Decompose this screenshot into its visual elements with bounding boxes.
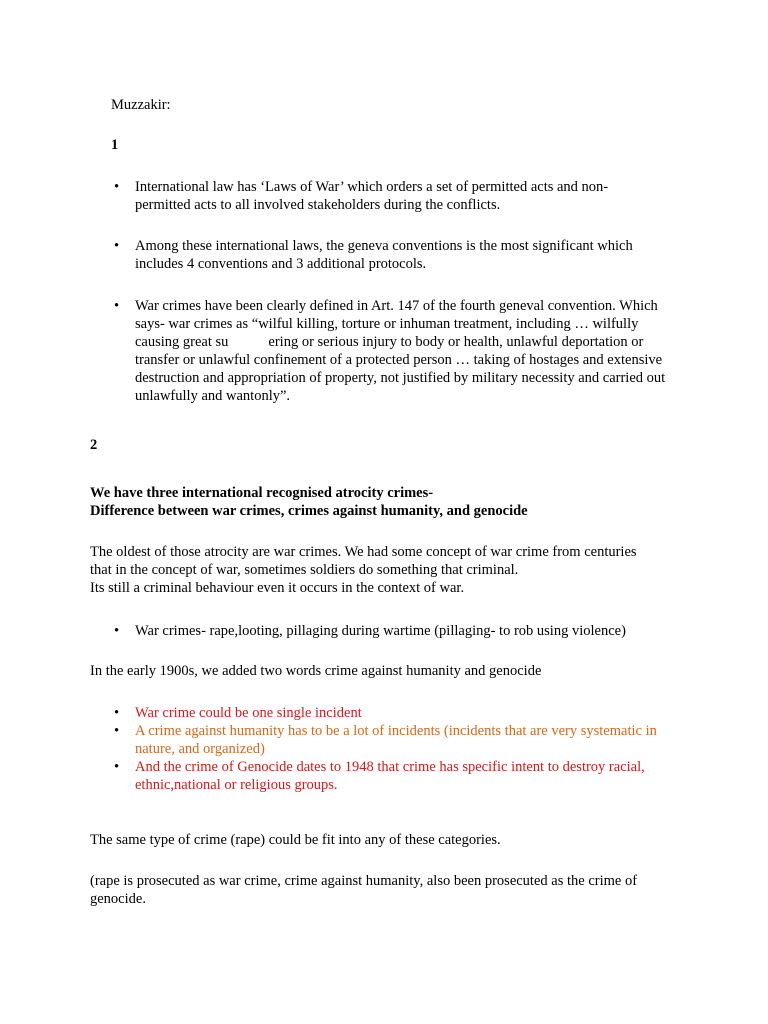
list-item <box>111 704 691 722</box>
bullet-dot: • <box>114 759 120 775</box>
bullet-text-orange: A crime against humanity has to be a lot of incidents (incidents that are very systematic in nature, and organized) <box>135 723 657 757</box>
bullet-text-part1: War crimes have been clearly defined in Art. 147 of the fourth geneval convention. Which says- war crimes as “wilful killing, torture or inhuman treatment, including … wilfully causing great su <box>135 298 658 350</box>
bullet-dot: • <box>114 723 120 739</box>
list-item <box>111 297 681 405</box>
section-number-2: 2 <box>90 437 98 453</box>
author-label: Muzzakir: <box>111 97 171 113</box>
paragraph-line: that in the concept of war, sometimes soldiers do something that criminal. <box>90 562 519 578</box>
paragraph: The same type of crime (rape) could be fit into any of these categories. <box>90 832 501 848</box>
bullet-dot: • <box>114 238 120 254</box>
bullet-dot: • <box>114 623 120 639</box>
list-item <box>111 722 691 758</box>
bullet-dot: • <box>114 705 120 721</box>
paragraph-line: The oldest of those atrocity are war crimes. We had some concept of war crime from centuries <box>90 544 637 560</box>
list-item <box>111 622 711 640</box>
list-item <box>111 178 641 214</box>
bullet-text: Among these international laws, the geneva conventions is the most significant which includes 4 conventions and 3 additional protocols. <box>135 238 633 272</box>
section2-heading-line2: Difference between war crimes, crimes against humanity, and genocide <box>90 503 528 519</box>
section1-bullet-list-2 <box>111 237 641 273</box>
section1-bullet-list-3 <box>111 297 681 405</box>
colored-bullet-list <box>111 704 691 794</box>
paragraph: In the early 1900s, we added two words crime against humanity and genocide <box>90 663 542 679</box>
bullet-text-part2: ering or serious injury to body or health, unlawful deportation or transfer or unlawful confinement of a protected person … taking of hostages and extensive destruction and appropriation of property, not justified by military necessity and carried out unlawfully and wantonly”. <box>135 334 666 404</box>
bullet-text-red: War crime could be one single incident <box>135 705 362 721</box>
bullet-dot: • <box>114 179 120 195</box>
section1-bullet-list <box>111 178 641 214</box>
section-number-1: 1 <box>111 137 119 153</box>
bullet-dot: • <box>114 298 120 314</box>
section2-heading-line1: We have three international recognised atrocity crimes- <box>90 485 434 501</box>
list-item <box>111 237 641 273</box>
bullet-text: War crimes- rape,looting, pillaging during wartime (pillaging- to rob using violence) <box>135 623 626 639</box>
bullet-text-red-2: And the crime of Genocide dates to 1948 that crime has specific intent to destroy racial, ethnic,national or religious groups. <box>135 759 645 793</box>
war-crimes-bullet-list <box>111 622 711 640</box>
bullet-text: International law has ‘Laws of War’ which orders a set of permitted acts and non-permitted acts to all involved stakeholders during the conflicts. <box>135 179 609 213</box>
paragraph: (rape is prosecuted as war crime, crime against humanity, also been prosecuted as the crime of genocide. <box>90 873 638 907</box>
paragraph-line: Its still a criminal behaviour even it occurs in the context of war. <box>90 580 465 596</box>
list-item <box>111 758 691 794</box>
